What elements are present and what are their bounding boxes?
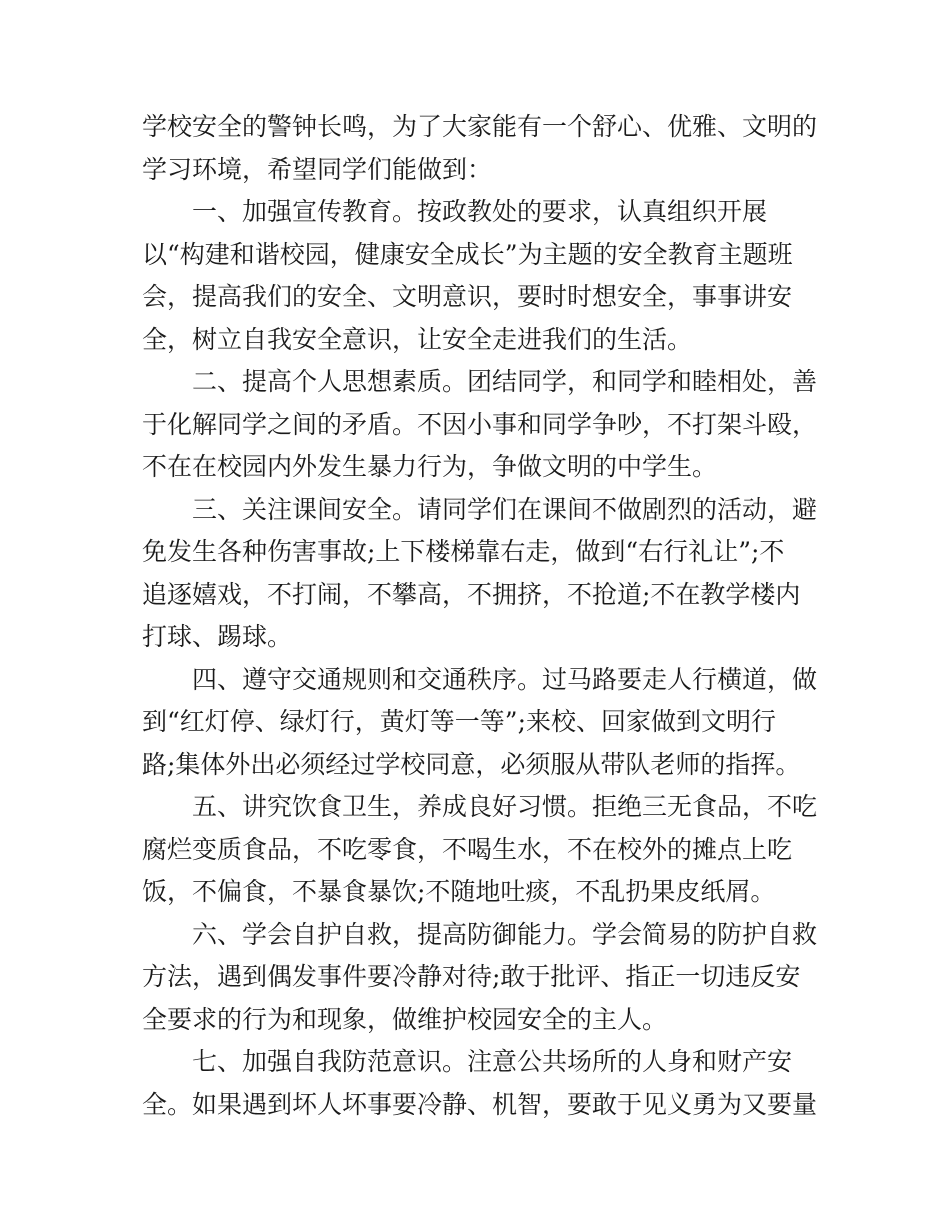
text-line: 全要求的行为和现象，做维护校园安全的主人。 — [142, 1004, 668, 1034]
document-body — [142, 106, 832, 1126]
paragraph-start-line: 四、遵守交通规则和交通秩序。过马路要走人行横道，做 — [192, 664, 818, 694]
text-line: 学校安全的警钟长鸣，为了大家能有一个舒心、优雅、文明的 — [142, 112, 818, 141]
text-line: 全。如果遇到坏人坏事要冷静、机智，要敢于见义勇为又要量 — [142, 1089, 818, 1119]
text-line: 到“红灯停、绿灯行，黄灯等一等”;来校、回家做到文明行 — [142, 707, 776, 736]
text-line: 打球、踢球。 — [142, 622, 293, 651]
text-line: 全，树立自我安全意识，让安全走进我们的生活。 — [142, 324, 693, 354]
text-line: 于化解同学之间的矛盾。不因小事和同学争吵，不打架斗殴， — [142, 409, 818, 439]
paragraph-start-line: 一、加强宣传教育。按政教处的要求，认真组织开展 — [192, 197, 768, 226]
text-line: 以“构建和谐校园，健康安全成长”为主题的安全教育主题班 — [142, 239, 793, 269]
text-line: 免发生各种伤害事故;上下楼梯靠右走，做到“右行礼让”;不 — [142, 537, 785, 566]
text-line: 追逐嬉戏，不打闹，不攀高，不拥挤，不抢道;不在教学楼内 — [142, 579, 801, 609]
paragraph-start-line: 三、关注课间安全。请同学们在课间不做剧烈的活动，避 — [192, 494, 818, 524]
text-line: 会，提高我们的安全、文明意识，要时时想安全，事事讲安 — [142, 282, 793, 311]
paragraph-start-line: 六、学会自护自救，提高防御能力。学会简易的防护自救 — [192, 919, 818, 949]
text-line: 方法，遇到偶发事件要冷静对待;敢于批评、指正一切违反安 — [142, 962, 801, 991]
paragraph-start-line: 二、提高个人思想素质。团结同学，和同学和睦相处，善 — [192, 367, 818, 396]
text-line: 路;集体外出必须经过学校同意，必须服从带队老师的指挥。 — [142, 749, 801, 779]
paragraph-start-line: 七、加强自我防范意识。注意公共场所的人身和财产安 — [192, 1047, 793, 1076]
text-line: 不在在校园内外发生暴力行为，争做文明的中学生。 — [142, 452, 718, 481]
text-line: 学习环境，希望同学们能做到： — [142, 154, 493, 184]
paragraph-start-line: 五、讲究饮食卫生，养成良好习惯。拒绝三无食品，不吃 — [192, 792, 818, 821]
text-line: 饭，不偏食，不暴食暴饮;不随地吐痰，不乱扔果皮纸屑。 — [142, 877, 776, 906]
text-line: 腐烂变质食品，不吃零食，不喝生水，不在校外的摊点上吃 — [142, 834, 793, 864]
